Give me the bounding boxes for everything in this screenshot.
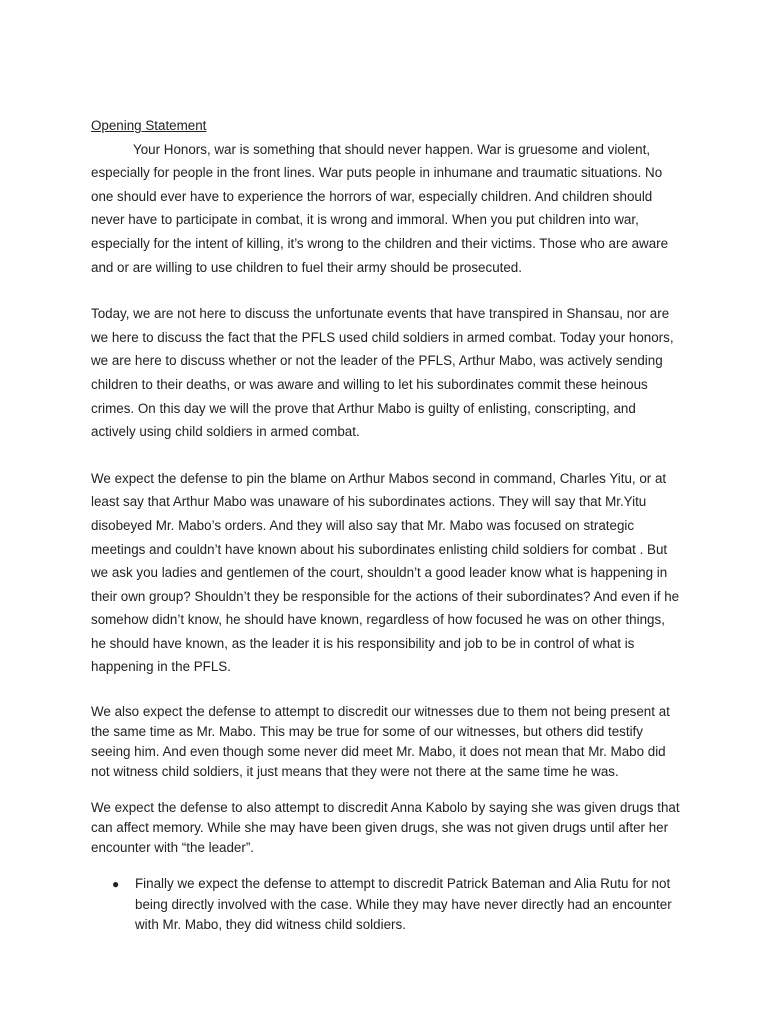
bullet-item-text: Finally we expect the defense to attempt to discredit Patrick Bateman and Alia Rutu for not being directly involved with the case. While they may have never directly had an encounter with Mr. Mabo, they did witness child soldiers. [135,876,672,933]
paragraph-spacer [91,679,681,702]
paragraph-2: Today, we are not here to discuss the unfortunate events that have transpired in Shansau, nor are we here to discuss the fact that the PFLS used child soldiers in armed combat. Today your honors, we are here to discuss whether or not the leader of the PFLS, Arthur Mabo, was actively sending children to their deaths, or was aware and willing to let his subordinates commit these heinous crimes. On this day we will the prove that Arthur Mabo is guilty of enlisting, conscripting, and actively using child soldiers in armed combat. [91,306,674,440]
paragraph-1: Your Honors, war is something that should never happen. War is gruesome and violent, especially for people in the front lines. War puts people in inhumane and traumatic situations. No one should ever have to experience the horrors of war, especially children. And children should never have to participate in combat, it is wrong and immoral. When you put children into war, especially for the intent of killing, it’s wrong to the children and their victims. Those who are aware and or are willing to use children to fuel their army should be prosecuted. [91,141,669,275]
paragraph-spacer [91,444,681,467]
paragraph-spacer [91,858,681,874]
paragraph-spacer [91,279,681,302]
document-page [91,114,681,936]
paragraph-3: We expect the defense to pin the blame on Arthur Mabos second in command, Charles Yitu, or at least say that Arthur Mabo was unaware of his subordinates actions. They will say that Mr.Yitu disobeyed Mr. Mabo’s orders. And they will also say that Mr. Mabo was focused on strategic meetings and couldn’t have known about his subordinates enlisting child soldiers for combat . But we ask you ladies and gentlemen of the court, shouldn’t a good leader know what is happening in their own group? Shouldn’t they be responsible for the actions of their subordinates? And even if he somehow didn’t know, he should have known, regardless of how focused he was on other things, he should have known, as the leader it is his responsibility and job to be in control of what is happening in the PFLS. [91,470,680,675]
paragraph-spacer [91,782,681,798]
bullet-item [91,874,681,936]
bullet-dot-icon: ● [112,877,120,892]
paragraph-5: We expect the defense to also attempt to discredit Anna Kabolo by saying she was given drugs that can affect memory. While she may have been given drugs, she was not given drugs until after her encounter with “the leader”. [91,800,680,856]
document-heading: Opening Statement [91,118,207,133]
paragraph-4: We also expect the defense to attempt to discredit our witnesses due to them not being present at the same time as Mr. Mabo. This may be true for some of our witnesses, but others did testify seeing him. And even though some never did meet Mr. Mabo, it does not mean that Mr. Mabo did not witness child soldiers, it just means that they were not there at the same time he was. [91,704,670,780]
bullet-list [91,874,681,936]
